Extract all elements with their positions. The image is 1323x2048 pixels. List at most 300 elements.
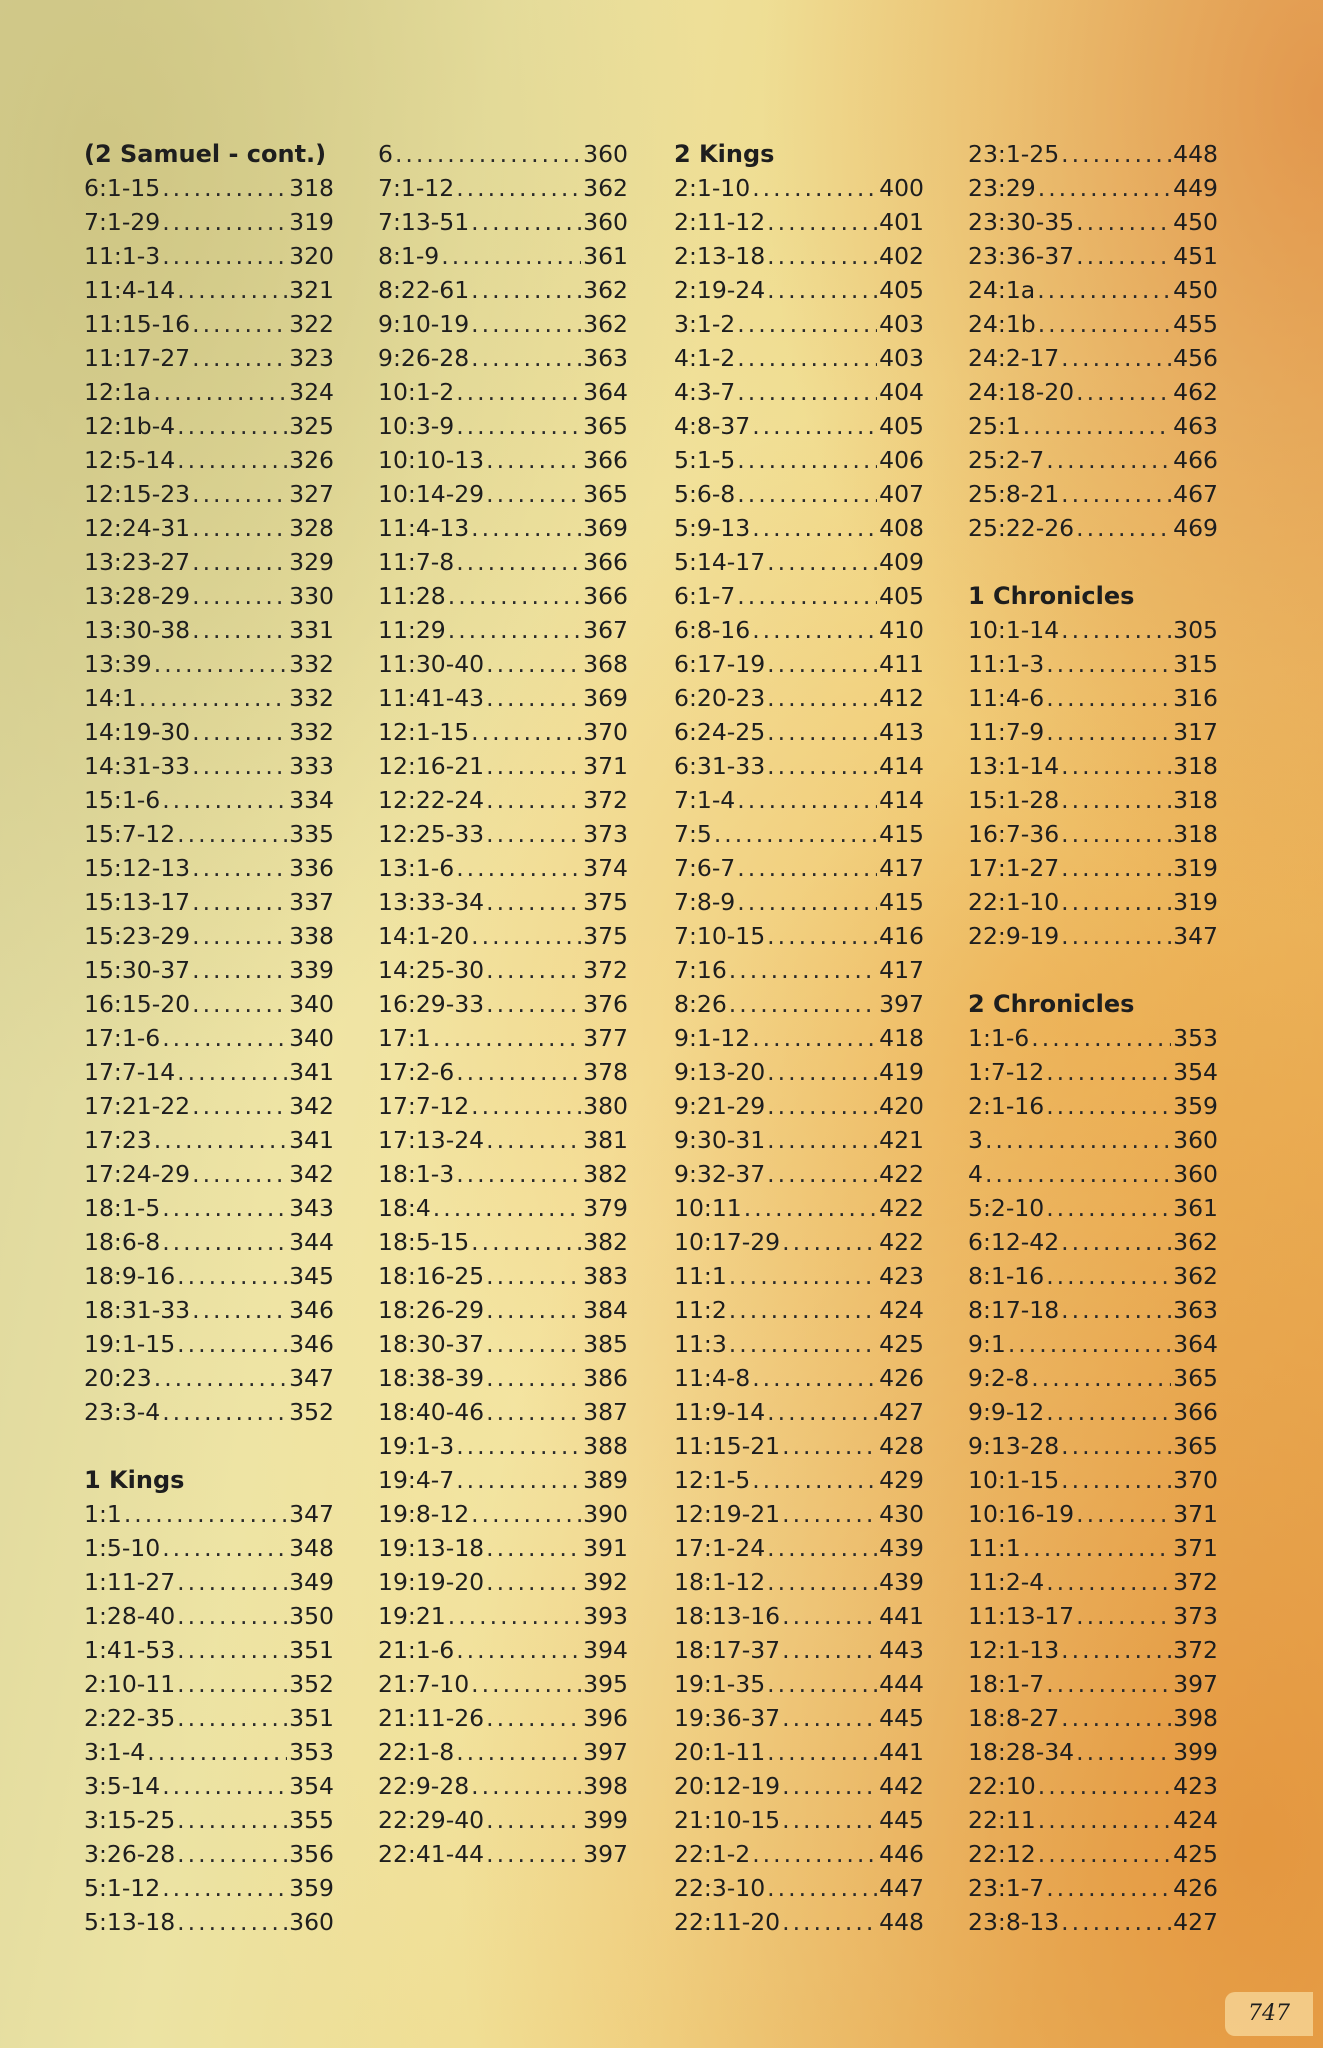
scripture-reference: 15:1-28 [968,786,1060,814]
scripture-reference: 15:12-13 [84,854,191,882]
page-reference: 408 [879,514,924,542]
page-reference: 422 [879,1228,924,1256]
page-reference: 394 [583,1636,628,1664]
index-entry [378,1497,628,1531]
index-entry [378,1361,628,1395]
index-entry [968,375,1218,409]
scripture-reference: 14:19-30 [84,718,191,746]
index-entry [378,1769,628,1803]
page-reference: 332 [289,718,334,746]
dot-leader [486,987,581,1021]
scripture-reference: 3:1-2 [674,310,736,338]
page-reference: 423 [879,1262,924,1290]
dot-leader [471,919,581,953]
index-entry [84,1837,334,1871]
dot-leader [767,1871,877,1905]
page-reference: 469 [1173,514,1218,542]
index-entry [378,1633,628,1667]
index-entry [84,885,334,919]
page-reference: 397 [879,990,924,1018]
dot-leader [1061,137,1171,171]
page-reference: 360 [583,140,628,168]
page-reference: 417 [879,956,924,984]
page-reference: 329 [289,548,334,576]
index-entry [674,987,924,1021]
index-entry [84,1055,334,1089]
index-entry [968,1293,1218,1327]
scripture-reference: 11:4-8 [674,1364,751,1392]
page-reference: 410 [879,616,924,644]
scripture-reference: 9:1 [968,1330,1006,1358]
page-reference: 463 [1173,412,1218,440]
scripture-reference: 13:28-29 [84,582,191,610]
scripture-reference: 20:23 [84,1364,152,1392]
dot-leader [177,817,287,851]
page-reference: 361 [583,242,628,270]
page-reference: 427 [879,1398,924,1426]
scripture-reference: 17:1-6 [84,1024,161,1052]
dot-leader [486,1327,581,1361]
scripture-reference: 18:8-27 [968,1704,1060,1732]
scripture-reference: 6:12-42 [968,1228,1060,1256]
scripture-reference: 17:21-22 [84,1092,191,1120]
page-reference: 360 [289,1908,334,1936]
scripture-reference: 12:22-24 [378,786,485,814]
scripture-reference: 9:13-20 [674,1058,766,1086]
scripture-reference: 21:1-6 [378,1636,455,1664]
index-entry [84,273,334,307]
scripture-reference: 5:2-10 [968,1194,1045,1222]
dot-leader [767,1565,877,1599]
index-entry [84,681,334,715]
dot-leader [486,1565,581,1599]
page-reference: 332 [289,684,334,712]
page-reference: 462 [1173,378,1218,406]
page-reference: 330 [289,582,334,610]
dot-leader [192,545,287,579]
scripture-reference: 12:24-31 [84,514,191,542]
dot-leader [192,885,287,919]
scripture-reference: 1:28-40 [84,1602,176,1630]
page-reference: 365 [1173,1432,1218,1460]
dot-leader [752,613,877,647]
index-entry [378,1021,628,1055]
page-reference: 370 [583,718,628,746]
index-entry [674,851,924,885]
dot-leader [486,681,581,715]
page-reference: 405 [879,276,924,304]
scripture-reference: 16:29-33 [378,990,485,1018]
page-reference: 365 [1173,1364,1218,1392]
dot-leader [192,579,287,613]
dot-leader [737,477,877,511]
index-entry [674,579,924,613]
dot-leader [1076,511,1171,545]
page-reference: 398 [583,1772,628,1800]
scripture-reference: 16:15-20 [84,990,191,1018]
page-reference: 441 [879,1602,924,1630]
page-reference: 323 [289,344,334,372]
index-entry [84,749,334,783]
dot-leader [486,1361,581,1395]
page-reference: 328 [289,514,334,542]
scripture-reference: 22:1-8 [378,1738,455,1766]
page-reference: 407 [879,480,924,508]
scripture-reference: 14:1 [84,684,137,712]
scripture-reference: 17:7-12 [378,1092,470,1120]
dot-leader [752,1021,877,1055]
dot-leader [1061,1293,1171,1327]
scripture-reference: 18:1-3 [378,1160,455,1188]
index-entry [378,1667,628,1701]
page-reference: 359 [1173,1092,1218,1120]
index-entry [84,817,334,851]
scripture-reference: 17:1-24 [674,1534,766,1562]
scripture-reference: 1:5-10 [84,1534,161,1562]
page-reference: 325 [289,412,334,440]
index-entry [84,477,334,511]
dot-leader [1061,613,1171,647]
page-reference: 393 [583,1602,628,1630]
index-entry [84,1157,334,1191]
dot-leader [1046,1089,1171,1123]
dot-leader [729,1293,877,1327]
page-reference: 392 [583,1568,628,1596]
scripture-reference: 10:14-29 [378,480,485,508]
dot-leader [147,1735,287,1769]
dot-leader [395,137,581,171]
dot-leader [1061,1463,1171,1497]
dot-leader [471,715,581,749]
page-reference: 322 [289,310,334,338]
index-entry [968,1599,1218,1633]
scripture-reference: 3 [968,1126,983,1154]
page-reference: 339 [289,956,334,984]
page-reference: 395 [583,1670,628,1698]
scripture-reference: 22:1-10 [968,888,1060,916]
dot-leader [744,1191,877,1225]
index-entry [968,1803,1218,1837]
page-reference: 412 [879,684,924,712]
scripture-reference: 6:1-15 [84,174,161,202]
page-reference: 389 [583,1466,628,1494]
page-reference: 346 [289,1296,334,1324]
dot-leader [192,1089,287,1123]
scripture-reference: 12:1a [84,378,152,406]
dot-leader [1046,1055,1171,1089]
page-reference: 340 [289,990,334,1018]
index-entry [674,1905,924,1939]
dot-leader [1061,885,1171,919]
index-entry [378,715,628,749]
scripture-reference: 9:9-12 [968,1398,1045,1426]
scripture-reference: 20:12-19 [674,1772,781,1800]
page-reference: 342 [289,1160,334,1188]
scripture-reference: 9:10-19 [378,310,470,338]
dot-leader [782,1769,877,1803]
page-reference: 399 [1173,1738,1218,1766]
dot-leader [162,239,287,273]
index-column-1 [84,137,334,1939]
index-entry [674,1021,924,1055]
dot-leader [471,341,581,375]
index-entry [968,1157,1218,1191]
dot-leader [162,1395,287,1429]
page-reference: 352 [289,1670,334,1698]
page-reference: 372 [1173,1568,1218,1596]
page-reference: 368 [583,650,628,678]
dot-leader [486,1259,581,1293]
page-reference: 352 [289,1398,334,1426]
scripture-reference: 1:7-12 [968,1058,1045,1086]
dot-leader [737,783,877,817]
dot-leader [192,987,287,1021]
scripture-reference: 9:32-37 [674,1160,766,1188]
page-reference: 390 [583,1500,628,1528]
page-reference: 371 [583,752,628,780]
index-entry [84,1293,334,1327]
dot-leader [752,1361,877,1395]
page-reference: 355 [289,1806,334,1834]
dot-leader [1061,1701,1171,1735]
scripture-reference: 8:22-61 [378,276,470,304]
index-entry [674,1667,924,1701]
page-reference: 455 [1173,310,1218,338]
page-reference: 347 [1173,922,1218,950]
scripture-reference: 17:2-6 [378,1058,455,1086]
dot-leader [153,375,287,409]
page-reference: 429 [879,1466,924,1494]
page-reference: 342 [289,1092,334,1120]
index-entry [378,341,628,375]
scripture-reference: 23:30-35 [968,208,1075,236]
dot-leader [782,1905,877,1939]
page-reference: 420 [879,1092,924,1120]
dot-leader [471,273,581,307]
page-reference: 316 [1173,684,1218,712]
page-reference: 383 [583,1262,628,1290]
dot-leader [1046,1191,1171,1225]
index-entry [674,715,924,749]
scripture-reference: 5:14-17 [674,548,766,576]
scripture-reference: 24:1a [968,276,1036,304]
page-reference: 443 [879,1636,924,1664]
dot-leader [1061,1905,1171,1939]
scripture-reference: 3:5-14 [84,1772,161,1800]
index-entry [378,1531,628,1565]
page-reference: 419 [879,1058,924,1086]
scripture-reference: 11:7-9 [968,718,1045,746]
scripture-reference: 11:3 [674,1330,727,1358]
scripture-reference: 12:5-14 [84,446,176,474]
dot-leader [1076,1497,1171,1531]
index-entry [378,1225,628,1259]
index-entry [968,1905,1218,1939]
scripture-reference: 4:3-7 [674,378,736,406]
scripture-reference: 4 [968,1160,983,1188]
scripture-reference: 11:4-13 [378,514,470,542]
scripture-reference: 6:8-16 [674,616,751,644]
scripture-reference: 11:1 [968,1534,1021,1562]
index-entry [674,1565,924,1599]
index-entry [378,1157,628,1191]
scripture-reference: 1:1-6 [968,1024,1030,1052]
dot-leader [737,579,877,613]
page-reference: 415 [879,820,924,848]
dot-leader [192,851,287,885]
scripture-reference: 22:12 [968,1840,1036,1868]
dot-leader [782,1225,877,1259]
dot-leader [448,613,581,647]
page-reference: 305 [1173,616,1218,644]
dot-leader [1023,1531,1171,1565]
scripture-reference: 22:1-2 [674,1840,751,1868]
index-entry [378,783,628,817]
page-reference: 372 [583,956,628,984]
dot-leader [737,443,877,477]
dot-leader [1061,1429,1171,1463]
page-reference: 318 [1173,786,1218,814]
index-entry [378,511,628,545]
dot-leader [192,613,287,647]
dot-leader [192,953,287,987]
dot-leader [177,1565,287,1599]
scripture-reference: 12:1-13 [968,1636,1060,1664]
scripture-reference: 13:1-6 [378,854,455,882]
scripture-reference: 13:30-38 [84,616,191,644]
index-entry [968,1225,1218,1259]
index-entry [968,1191,1218,1225]
scripture-reference: 10:17-29 [674,1228,781,1256]
page-reference: 326 [289,446,334,474]
page-reference: 391 [583,1534,628,1562]
index-entry [674,1293,924,1327]
book-heading: 1 Kings [84,1466,185,1494]
page-reference: 371 [1173,1500,1218,1528]
dot-leader [767,749,877,783]
scripture-reference: 19:21 [378,1602,446,1630]
index-entry [968,1735,1218,1769]
page-reference: 365 [583,480,628,508]
scripture-reference: 18:17-37 [674,1636,781,1664]
page-reference: 344 [289,1228,334,1256]
page-reference: 343 [289,1194,334,1222]
scripture-reference: 9:21-29 [674,1092,766,1120]
dot-leader [1076,1599,1171,1633]
dot-leader [486,1837,581,1871]
scripture-reference: 23:29 [968,174,1036,202]
page-reference: 397 [583,1840,628,1868]
index-entry [84,205,334,239]
page-reference: 418 [879,1024,924,1052]
page-reference: 333 [289,752,334,780]
scripture-reference: 18:31-33 [84,1296,191,1324]
index-entry [84,1259,334,1293]
dot-leader [162,1531,287,1565]
index-entry [378,409,628,443]
dot-leader [1076,1735,1171,1769]
index-entry [378,1837,628,1871]
section-spacer [84,1429,334,1463]
dot-leader [737,307,877,341]
index-entry [378,1089,628,1123]
index-entry [674,1769,924,1803]
dot-leader [139,681,287,715]
index-entry [378,1735,628,1769]
page-reference: 414 [879,752,924,780]
page-number: 747 [1225,1992,1313,2036]
dot-leader [1061,783,1171,817]
dot-leader [154,1361,287,1395]
dot-leader [162,1191,287,1225]
scripture-reference: 17:24-29 [84,1160,191,1188]
dot-leader [767,1123,877,1157]
index-entry [674,511,924,545]
index-entry [968,749,1218,783]
index-entry [968,715,1218,749]
dot-leader [486,1395,581,1429]
index-entry [84,1633,334,1667]
scripture-reference: 11:13-17 [968,1602,1075,1630]
page-reference: 354 [1173,1058,1218,1086]
scripture-reference: 18:16-25 [378,1262,485,1290]
scripture-reference: 8:1-16 [968,1262,1045,1290]
page-reference: 336 [289,854,334,882]
dot-leader [486,1701,581,1735]
index-entry [84,987,334,1021]
scripture-reference: 13:33-34 [378,888,485,916]
scripture-reference: 11:1-3 [968,650,1045,678]
index-entry [674,749,924,783]
scripture-reference: 21:11-26 [378,1704,485,1732]
scripture-reference: 19:4-7 [378,1466,455,1494]
index-entry [378,953,628,987]
page-reference: 387 [583,1398,628,1426]
index-entry [968,239,1218,273]
scripture-reference: 18:30-37 [378,1330,485,1358]
dot-leader [192,477,287,511]
scripture-reference: 25:8-21 [968,480,1060,508]
dot-leader [1046,647,1171,681]
index-entry [968,1055,1218,1089]
dot-leader [782,1599,877,1633]
index-entry [674,1531,924,1565]
index-entry [674,1871,924,1905]
scripture-reference: 18:5-15 [378,1228,470,1256]
index-entry [378,851,628,885]
scripture-reference: 19:1-35 [674,1670,766,1698]
index-entry [674,1837,924,1871]
index-entry [674,1157,924,1191]
dot-leader [752,511,877,545]
page-reference: 442 [879,1772,924,1800]
scripture-reference: 7:16 [674,956,727,984]
scripture-reference: 2:1-16 [968,1092,1045,1120]
scripture-reference: 11:41-43 [378,684,485,712]
index-entry [378,1565,628,1599]
page-reference: 346 [289,1330,334,1358]
index-entry [674,409,924,443]
page-reference: 373 [583,820,628,848]
page-reference: 370 [1173,1466,1218,1494]
index-entry [378,817,628,851]
scripture-reference: 5:6-8 [674,480,736,508]
page-reference: 466 [1173,446,1218,474]
book-heading: (2 Samuel - cont.) [84,140,327,168]
index-entry [378,137,628,171]
dot-leader [752,409,877,443]
dot-leader [729,1259,877,1293]
